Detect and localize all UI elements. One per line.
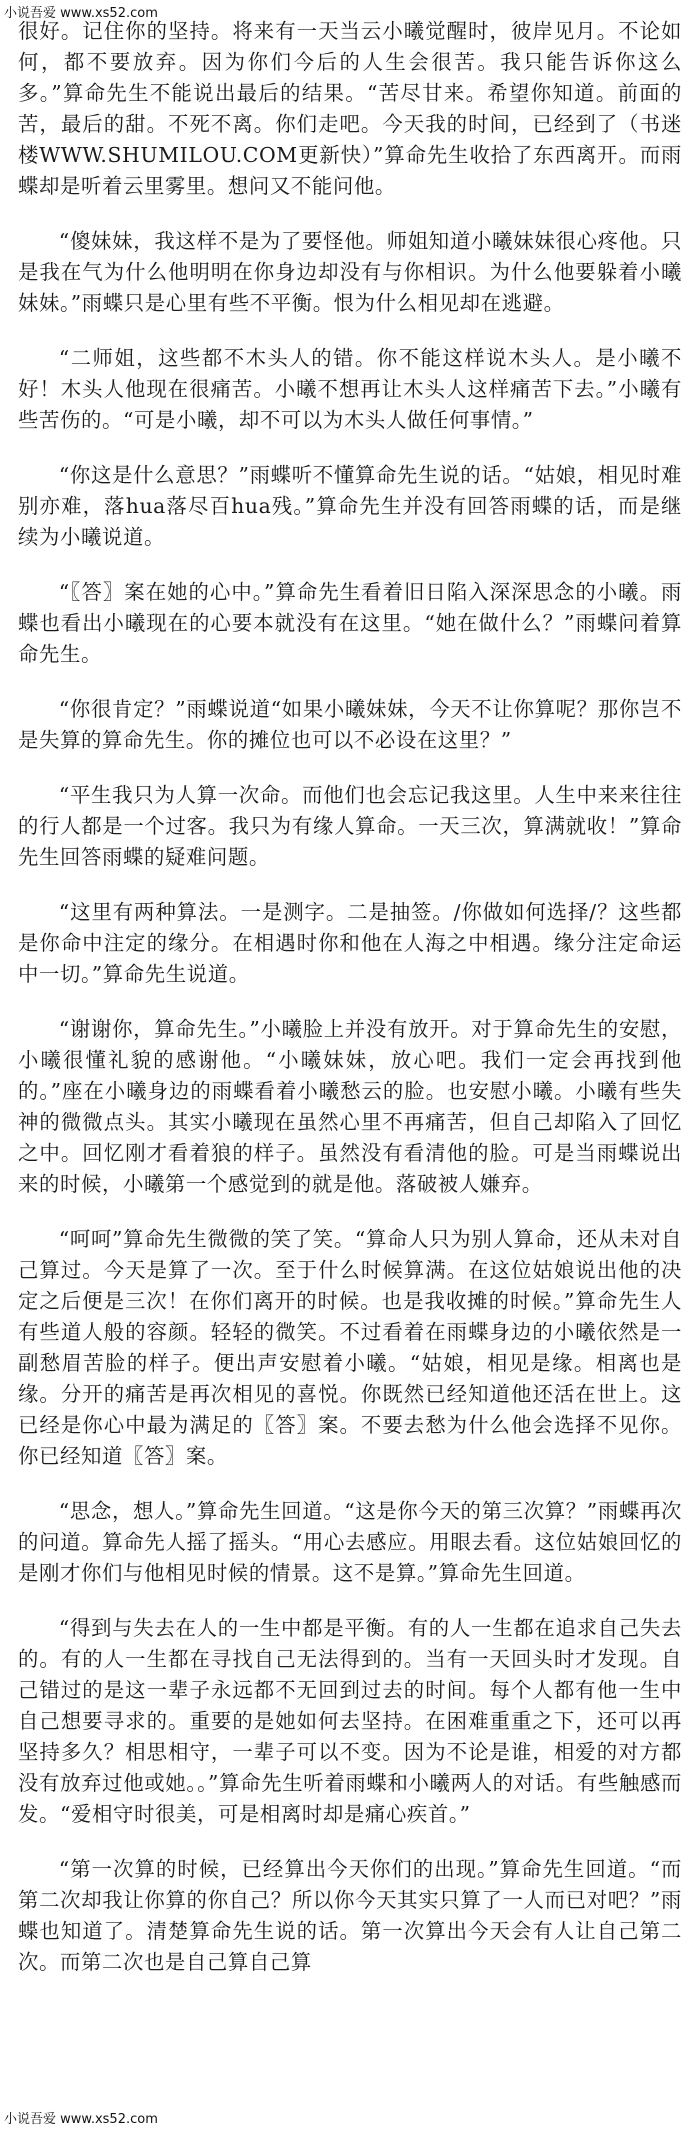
paragraph-9: “谢谢你，算命先生。”小曦脸上并没有放开。对于算命先生的安慰，小曦很懂礼貌的感谢他。“小曦妹妹，放心吧。我们一定会再找到他的。”座在小曦身边的雨蝶看着小曦愁云的脸。也安慰小曦。小曦有些失神的微微点头。其实小曦现在虽然心里不再痛苦，但自己却陷入了回忆之中。回忆刚才看着狼的样子。虽然没有看清他的脸。可是当雨蝶说出来的时候，小曦第一个感觉到的就是他。落破被人嫌弃。 — [18, 1017, 682, 1196]
paragraph-1: 很好。记住你的坚持。将来有一天当云小曦觉醒时，彼岸见月。不论如何，都不要放弃。因为你们今后的人生会很苦。我只能告诉你这么多。”算命先生不能说出最后的结果。“苦尽甘来。希望你知道。前面的苦，最后的甜。不死不离。你们走吧。今天我的时间，已经到了（书迷楼WWW.SHUMILOU.COM更新快）”算命先生收拾了东西离开。而雨蝶却是听着云里雾里。想问又不能问他。 — [18, 19, 682, 198]
paragraph-8: “这里有两种算法。一是测字。二是抽签。/你做如何选择/？这些都是你命中注定的缘分。在相遇时你和他在人海之中相遇。缘分注定命运中一切。”算命先生说道。 — [18, 900, 682, 986]
paragraph-12: “得到与失去在人的一生中都是平衡。有的人一生都在追求自己失去的。有的人一生都在寻找自己无法得到的。当有一天回头时才发现。自己错过的是这一辈子永远都不无回到过去的时间。每个人都有他一生中自己想要寻求的。重要的是她如何去坚持。在困难重重之下，还可以再坚持多久？相思相守，一辈子可以不变。因为不论是谁，相爱的对方都没有放弃过他或她。。”算命先生听着雨蝶和小曦两人的对话。有些触感而发。“爱相守时很美，可是相离时却是痛心疾首。” — [18, 1616, 682, 1826]
paragraph-2: “傻妹妹，我这样不是为了要怪他。师姐知道小曦妹妹很心疼他。只是我在气为什么他明明在你身边却没有与你相识。为什么他要躲着小曦妹妹。”雨蝶只是心里有些不平衡。恨为什么相见却在逃避。 — [18, 229, 682, 315]
site-watermark-bottom: 小说吾爱 www.xs52.com — [4, 2112, 158, 2127]
paragraph-4: “你这是什么意思？”雨蝶听不懂算命先生说的话。“姑娘，相见时难别亦难，落hua落尽百hua残。”算命先生并没有回答雨蝶的话，而是继续为小曦说道。 — [18, 463, 682, 549]
paragraph-5: “〖答〗案在她的心中。”算命先生看着旧日陷入深深思念的小曦。雨蝶也看出小曦现在的心要本就没有在这里。“她在做什么？”雨蝶问着算命先生。 — [18, 580, 682, 666]
paragraph-3: “二师姐，这些都不木头人的错。你不能这样说木头人。是小曦不好！木头人他现在很痛苦。小曦不想再让木头人这样痛苦下去。”小曦有些苦伤的。“可是小曦，却不可以为木头人做任何事情。” — [18, 346, 682, 432]
site-watermark-top: 小说吾爱 www.xs52.com — [4, 6, 158, 21]
paragraph-10: “呵呵”算命先生微微的笑了笑。“算命人只为别人算命，还从未对自己算过。今天是算了一次。至于什么时候算满。在这位姑娘说出他的决定之后便是三次！在你们离开的时候。也是我收摊的时候。”算命先生人有些道人般的容颜。轻轻的微笑。不过看着在雨蝶身边的小曦依然是一副愁眉苦脸的样子。便出声安慰着小曦。“姑娘，相见是缘。相离也是缘。分开的痛苦是再次相见的喜悦。你既然已经知道他还活在世上。这已经是你心中最为满足的〖答〗案。不要去愁为什么他会选择不见你。你已经知道〖答〗案。 — [18, 1227, 682, 1468]
page-body — [18, 16, 682, 2108]
paragraph-6: “你很肯定？”雨蝶说道“如果小曦妹妹，今天不让你算呢？那你岂不是失算的算命先生。你的摊位也可以不必设在这里？” — [18, 697, 682, 752]
paragraph-7: “平生我只为人算一次命。而他们也会忘记我这里。人生中来来往往的行人都是一个过客。我只为有缘人算命。一天三次，算满就收！”算命先生回答雨蝶的疑难问题。 — [18, 783, 682, 869]
paragraph-13: “第一次算的时候，已经算出今天你们的出现。”算命先生回道。“而第二次却我让你算的你自己？所以你今天其实只算了一人而已对吧？”雨蝶也知道了。清楚算命先生说的话。第一次算出今天会有人让自己第二次。而第二次也是自己算自己算 — [18, 1857, 682, 1974]
paragraph-11: “思念，想人。”算命先生回道。“这是你今天的第三次算？”雨蝶再次的问道。算命先人摇了摇头。“用心去感应。用眼去看。这位姑娘回忆的是刚才你们与他相见时候的情景。这不是算。”算命先生回道。 — [18, 1499, 682, 1585]
